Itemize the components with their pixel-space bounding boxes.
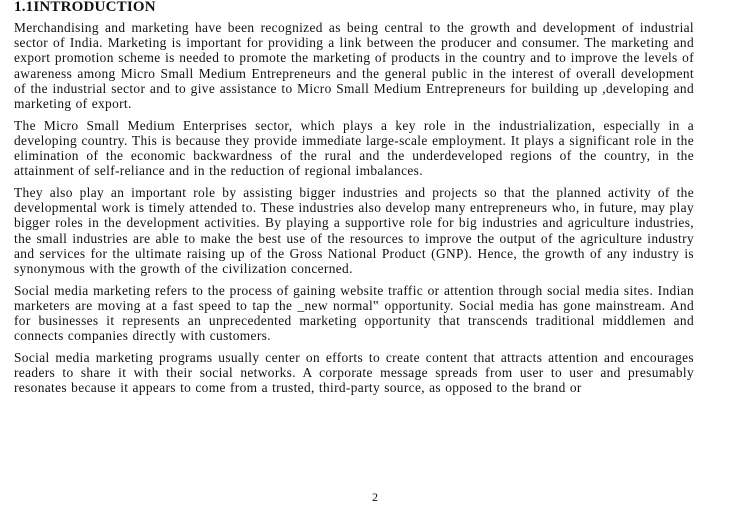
paragraph-msme-sector: The Micro Small Medium Enterprises sector, which plays a key role in the industrialization, especially in a developing country. This is because they provide immediate large-scale employment. It plays a significant role in the elimination of the economic backwardness of the rural and the underdeveloped regions of the country, in the attainment of self-reliance and in the reduction of regional imbalances. [14, 117, 694, 179]
paragraph-marketing-intro: Merchandising and marketing have been recognized as being central to the growth and development of industrial sector of India. Marketing is important for providing a link between the producer and consumer. The marketing and export promotion scheme is needed to promote the marketing of products in the country and to improve the levels of awareness among Micro Small Medium Entrepreneurs and the general public in the interest of overall development of the industrial sector and to give assistance to Micro Small Medium Entrepreneurs for building up ,developing and marketing of export. [14, 20, 694, 112]
page-number: 2 [372, 490, 378, 504]
document-page [14, 0, 694, 513]
section-heading: 1.1INTRODUCTION [14, 0, 156, 15]
paragraph-supportive-role: They also play an important role by assisting bigger industries and projects so that the planned activity of the developmental work is timely attended to. These industries also develop many entrepreneurs who, in future, may play bigger roles in the development activities. By playing a supportive role for big industries and agriculture industries, the small industries are able to make the best use of the resources to improve the output of the agriculture industry and services for the ultimate raising up of the Gross National Product (GNP). Hence, the growth of any industry is synonymous with the growth of the civilization concerned. [14, 185, 694, 277]
paragraph-social-media-programs: Social media marketing programs usually center on efforts to create content that attracts attention and encourages readers to share it with their social networks. A corporate message spreads from user to user and presumably resonates because it appears to come from a trusted, third-party source, as opposed to the brand or [14, 350, 694, 396]
paragraph-social-media-marketing: Social media marketing refers to the process of gaining website traffic or attention through social media sites. Indian marketers are moving at a fast speed to tap the _new normal‟ opportunity. Social media has gone mainstream. And for businesses it represents an unprecedented marketing opportunity that transcends traditional middlemen and connects companies directly with customers. [14, 282, 694, 344]
